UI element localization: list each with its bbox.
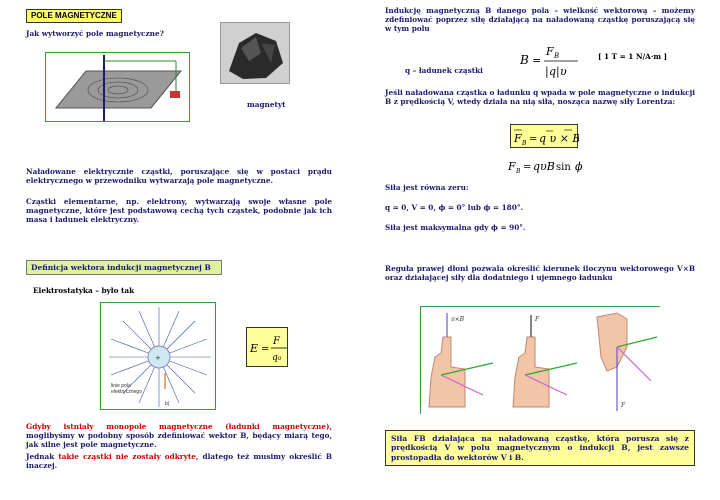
- svg-text:sin: sin: [556, 162, 571, 173]
- not-discovered-red: takie cząstki nie zostały odkryte: [58, 452, 196, 461]
- svg-text:F: F: [621, 402, 626, 409]
- figure-b-label: b): [165, 401, 170, 407]
- svg-text:=: =: [261, 344, 270, 355]
- svg-text:qυB: qυB: [533, 160, 555, 173]
- monopole-text: [26, 422, 332, 449]
- tesla-unit: [ 1 T = 1 N/A·m ]: [598, 52, 668, 61]
- svg-text:q υ × B: q υ × B: [539, 132, 579, 145]
- electric-field-figure: [100, 302, 216, 410]
- monopole-red: Gdyby istniały monopole magnetyczne (ładunki magnetyczne),: [26, 422, 332, 431]
- svg-text:F: F: [508, 160, 516, 173]
- svg-text:F: F: [535, 316, 540, 323]
- svg-text:B: B: [522, 140, 527, 147]
- wire-field-figure: [45, 52, 190, 122]
- svg-text:|: |: [556, 65, 560, 78]
- b-formula: [520, 40, 580, 82]
- magnetite-photo: [220, 22, 290, 84]
- right-hand-rule-figure: [420, 306, 660, 414]
- monopole-cont: moglibyśmy w podobny sposób zdefiniować wektor B, będący miarą tego, jak silne jest pole magnetyczne.: [26, 431, 332, 450]
- svg-text:F: F: [514, 132, 522, 145]
- section-title: POLE MAGNETYCZNE: [26, 9, 122, 23]
- conclusion-tail: , dlatego też musimy określić B inaczej.: [26, 452, 332, 471]
- lorentz-intro: Jeśli naładowana cząstka o ładunku q wpada w pole magnetyczne o indukcji B z prędkością V, wtedy działa na nią siła, nosząca nazwę siły Lorentza:: [385, 88, 695, 107]
- electrostatics-label: Elektrostatyka – było tak: [33, 286, 135, 295]
- b-definition-intro: Indukcję magnetyczną B danego pola – wielkość wektorową – możemy zdefiniować poprzez siłę działającą na naładowaną cząstkę poruszającą się w tym polu: [385, 6, 695, 34]
- svg-text:F: F: [273, 336, 280, 347]
- paragraph-2: Cząstki elementarne, np. elektrony, wytwarzają swoje własne pole magnetyczne, które jest podstawową cechą tych cząstek, podobnie jak ich masa i ładunek elektryczny.: [26, 197, 332, 225]
- photo-caption: magnetyt: [247, 100, 286, 109]
- svg-text:|: |: [545, 65, 549, 78]
- lorentz-vector-formula: [510, 124, 578, 148]
- paragraph-1: Naładowane elektrycznie cząstki, poruszające się w postaci prądu elektrycznego w przewodniku wytwarzają pole magnetyczne.: [26, 167, 332, 186]
- svg-text:υ×B: υ×B: [451, 316, 465, 323]
- zero-force-head: Siła jest równa zeru:: [385, 183, 469, 192]
- zero-force-conditions: q = 0, V = 0, ϕ = 0° lub ϕ = 180°.: [385, 203, 524, 212]
- monopole-conclusion: [26, 452, 332, 470]
- svg-text:B: B: [520, 53, 529, 67]
- svg-text:q₀: q₀: [272, 353, 282, 363]
- field-lines-label: linie pola elektrycznego: [111, 383, 142, 396]
- svg-text:B: B: [516, 168, 521, 175]
- svg-text:ϕ: ϕ: [575, 160, 583, 173]
- svg-text:=: =: [532, 54, 542, 67]
- final-statement: Siła FB działająca na naładowaną cząstkę, która porusza się z prędkością V w polu magnetycznym o indukcji B, jest zawsze prostopadła do wektorów V i B.: [385, 430, 695, 466]
- lorentz-scalar-formula: [508, 156, 588, 178]
- svg-text:=: =: [523, 162, 532, 173]
- q-label: q – ładunek cząstki: [405, 66, 483, 75]
- svg-text:F: F: [546, 45, 554, 58]
- svg-text:B: B: [554, 52, 560, 60]
- jednak-text: Jednak: [26, 452, 59, 461]
- svg-text:+: +: [155, 354, 161, 362]
- right-hand-rule: Reguła prawej dłoni pozwala określić kierunek iloczynu wektorowego V×B oraz działającej siły dla dodatniego i ujemnego ładunku: [385, 264, 695, 283]
- svg-text:υ: υ: [560, 65, 567, 78]
- definition-title: Definicja wektora indukcji magnetycznej B: [26, 260, 222, 275]
- svg-text:=: =: [529, 134, 538, 145]
- svg-text:E: E: [250, 342, 259, 355]
- svg-text:q: q: [549, 65, 557, 78]
- question: Jak wytworzyć pole magnetyczne?: [26, 29, 164, 38]
- max-force-condition: Siła jest maksymalna gdy ϕ = 90°.: [385, 223, 526, 232]
- e-field-formula: [246, 327, 288, 367]
